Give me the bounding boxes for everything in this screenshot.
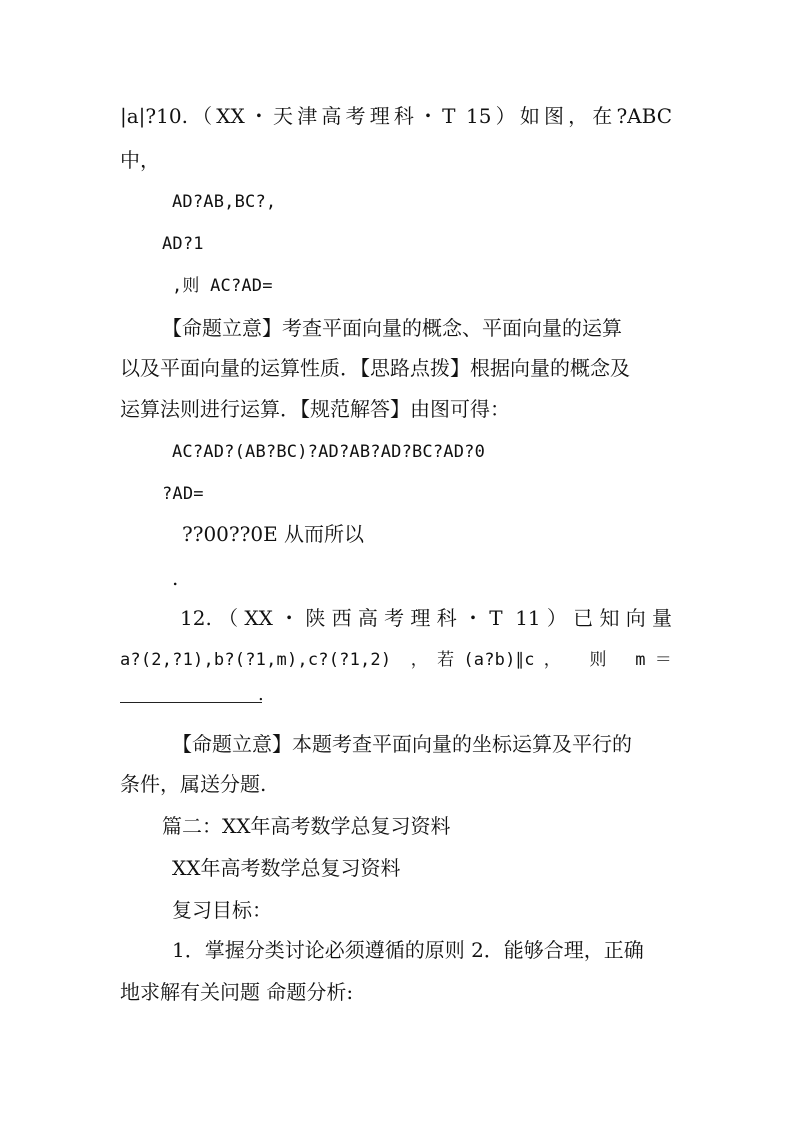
text-line-19: 复习目标： — [172, 898, 272, 922]
text-line-2: 中， — [120, 148, 160, 172]
formula-line-10: ?AD= — [162, 484, 204, 504]
formula-line-14: a?(2,?1),b?(?1,m),c?(?1,2) ，若(a?b)∥c， 则 m＝ — [120, 650, 672, 670]
text-line-1: |a|?10.（XX・天津高考理科・T 15）如图，在?ABC — [120, 104, 672, 128]
text-line-13: 12.（XX・陕西高考理科・T 11）已知向量 — [180, 606, 672, 630]
section-heading: 篇二：XX年高考数学总复习资料 — [162, 814, 451, 838]
text-line-16: 条件，属送分题. — [120, 772, 267, 796]
formula-line-3: AD?AB,BC?, — [172, 192, 277, 212]
text-line-21: 地求解有关问题 命题分析: — [120, 980, 354, 1004]
text-line-6: 【命题立意】考查平面向量的概念、平面向量的运算 — [162, 316, 622, 340]
text-line-8: 运算法则进行运算．【规范解答】由图可得： — [120, 397, 510, 421]
text-line-15: 【命题立意】本题考查平面向量的坐标运算及平行的 — [172, 732, 632, 756]
formula-line-5: ,则 AC?AD= — [172, 276, 273, 296]
text-line-20: 1．掌握分类讨论必须遵循的原则 2．能够合理，正确 — [172, 938, 644, 962]
text-line-12: . — [172, 566, 179, 590]
text-line-18: XX年高考数学总复习资料 — [172, 856, 401, 880]
text-line-7: 以及平面向量的运算性质．【思路点拨】根据向量的概念及 — [120, 356, 630, 380]
answer-blank — [120, 688, 262, 703]
answer-blank-period: . — [258, 684, 264, 705]
formula-line-4: AD?1 — [162, 234, 204, 254]
text-line-11: ??00??0E 从而所以 — [182, 522, 365, 546]
formula-line-9: AC?AD?(AB?BC)?AD?AB?AD?BC?AD?0 — [172, 442, 486, 462]
